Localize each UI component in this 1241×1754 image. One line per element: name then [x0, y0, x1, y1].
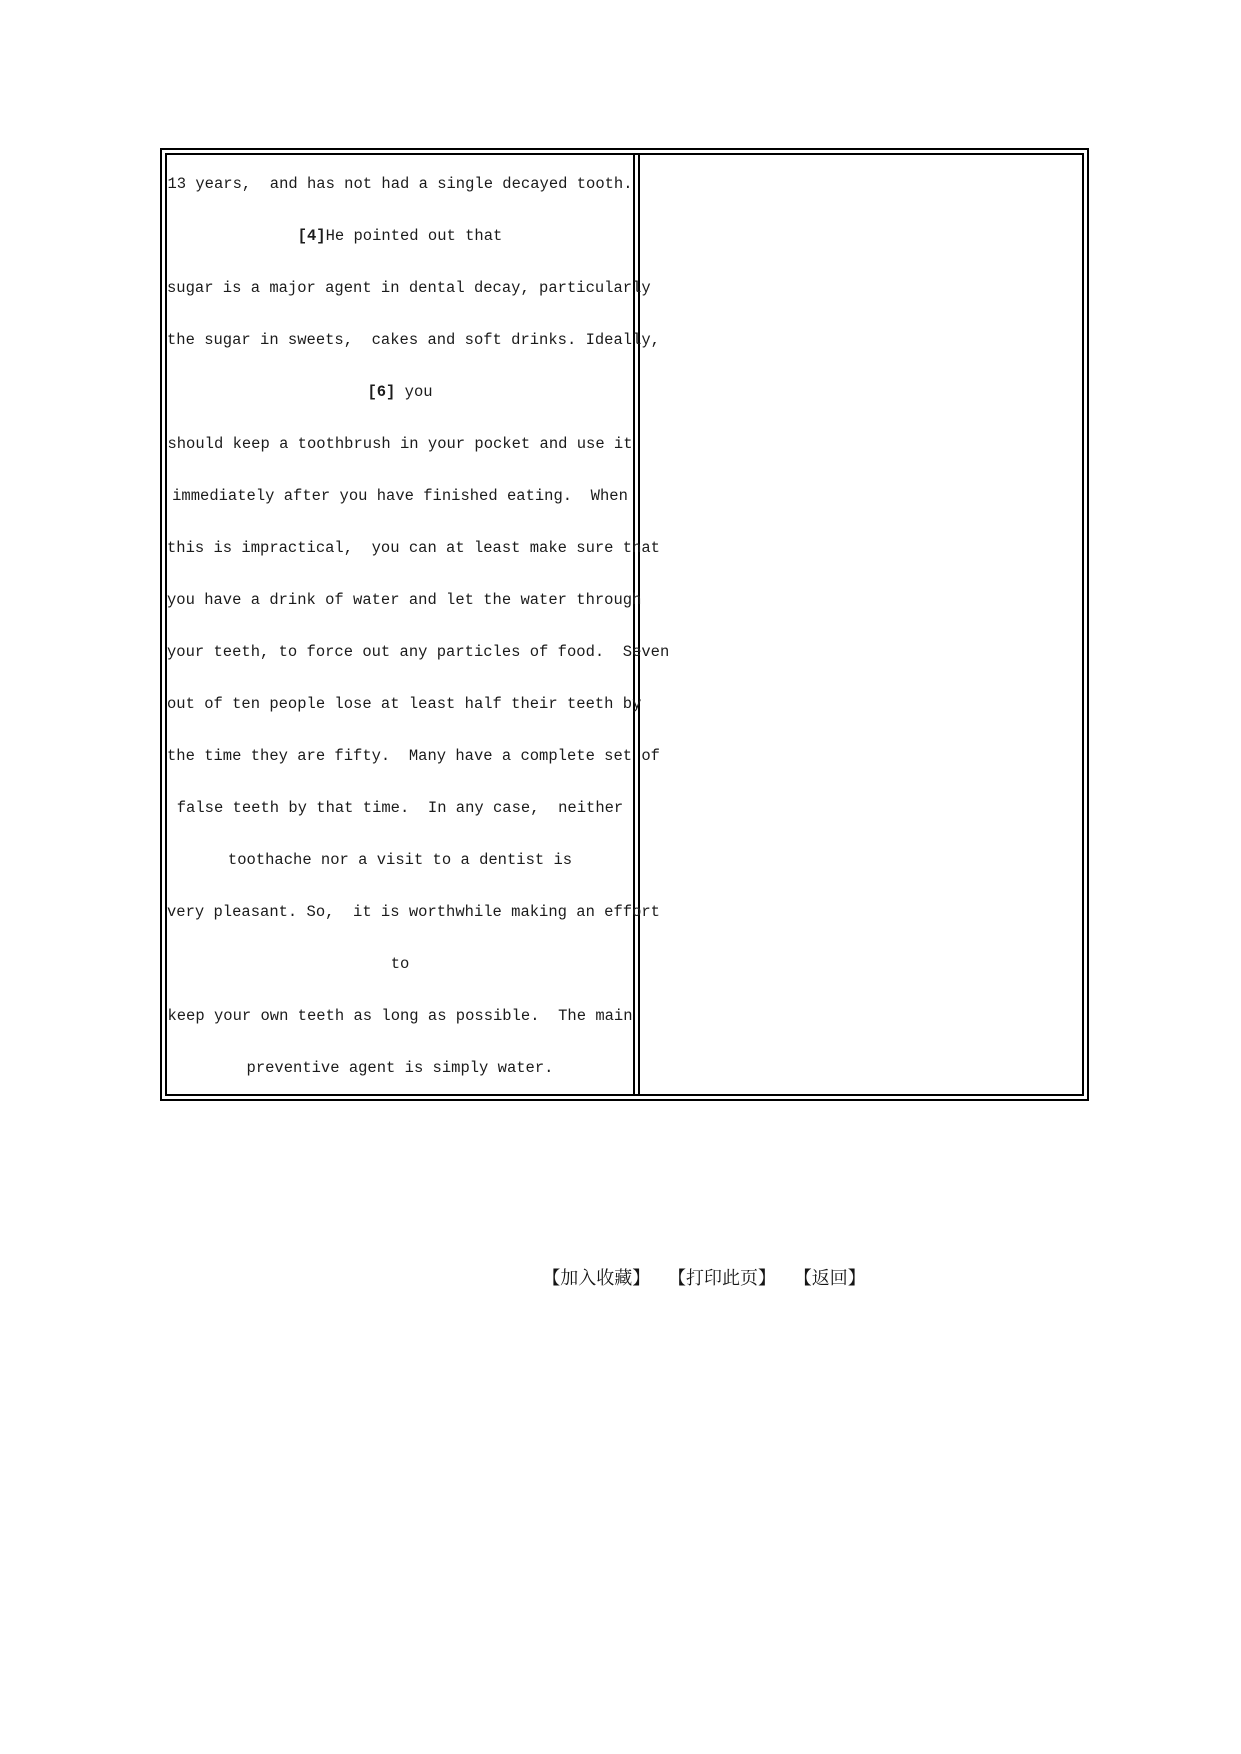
passage-line: 13 years, and has not had a single decayed tooth.	[167, 175, 633, 193]
footer-links	[0, 1264, 1241, 1290]
passage-line: to	[390, 955, 410, 973]
blank-marker: [4]	[297, 227, 326, 245]
passage-line: the sugar in sweets, cakes and soft drinks. Ideally,	[167, 331, 660, 349]
passage-line: preventive agent is simply water.	[246, 1059, 554, 1077]
passage-line: false teeth by that time. In any case, neither	[176, 799, 624, 817]
empty-cell	[640, 155, 1082, 1094]
passage-line: should keep a toothbrush in your pocket and use it	[167, 435, 633, 453]
passage-line: this is impractical, you can at least make sure that	[167, 539, 660, 557]
blank-marker: [6]	[367, 383, 396, 401]
passage-cell	[167, 155, 670, 1094]
passage-line: out of ten people lose at least half their teeth by	[167, 695, 642, 713]
passage-table	[160, 148, 1089, 1101]
passage-line: [4]He pointed out that	[297, 227, 503, 245]
passage-line: very pleasant. So, it is worthwhile making an effort	[167, 903, 660, 921]
print-page-link[interactable]: 【打印此页】	[668, 1268, 776, 1289]
passage-line: the time they are fifty. Many have a complete set of	[167, 747, 660, 765]
add-favorite-link[interactable]: 【加入收藏】	[542, 1268, 651, 1289]
passage-text	[167, 155, 670, 1094]
passage-line: sugar is a major agent in dental decay, particularly	[167, 279, 651, 297]
passage-line: your teeth, to force out any particles of food. Seven	[167, 643, 670, 661]
passage-line: immediately after you have finished eating. When	[172, 487, 628, 505]
passage-line: you have a drink of water and let the water through	[167, 591, 642, 609]
back-link[interactable]: 【返回】	[793, 1268, 866, 1289]
passage-line: keep your own teeth as long as possible. The main	[167, 1007, 633, 1025]
passage-line: toothache nor a visit to a dentist is	[227, 851, 573, 869]
passage-line: [6] you	[367, 383, 433, 401]
